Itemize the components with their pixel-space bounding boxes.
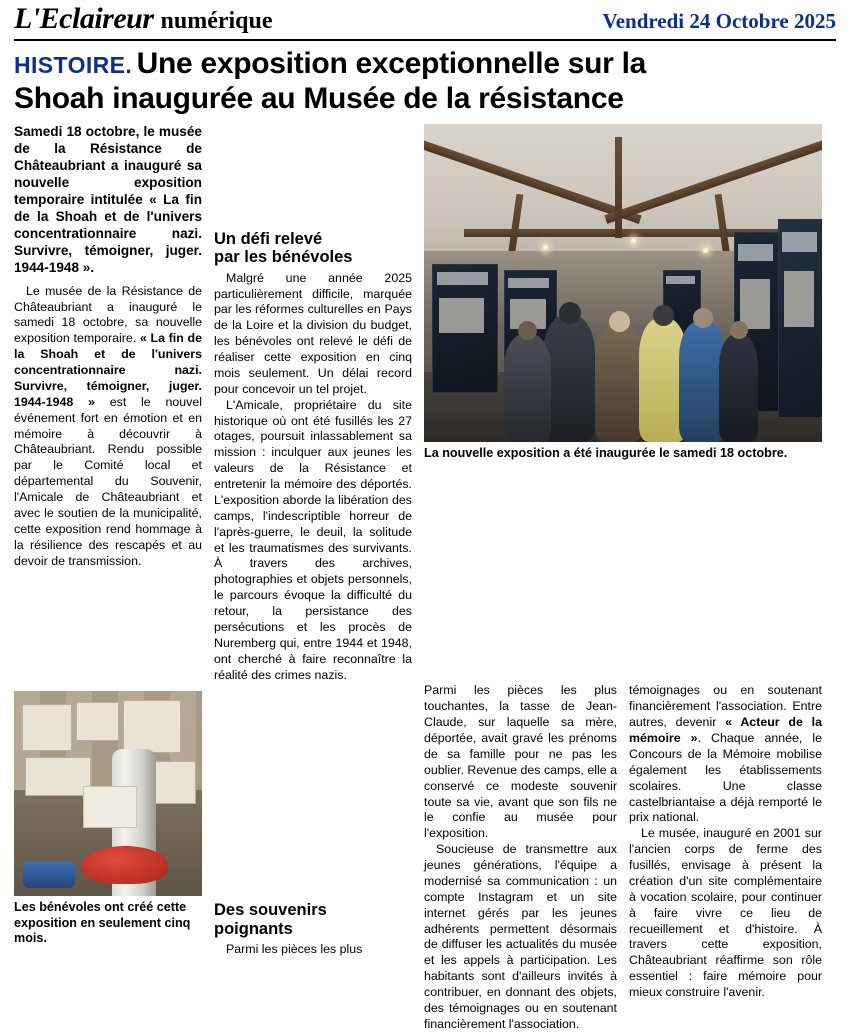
subhead-1-line-2: par les bénévoles (214, 248, 353, 267)
paragraph-1-part-c: est le nouvel événement fort en émotion et en mémoire à découvrir à Châteaubriant. Rendu possible par le Comité local et départemental du Souvenir, l'Amicale de Châteaubriant et avec le soutien de la municipalité, cette exposition rend hommage à la résilience des rescapés et au devoir de transmission. (14, 394, 202, 568)
photo-column (424, 124, 822, 461)
photo-visitor (504, 334, 552, 442)
paragraph-6-part-c: . Chaque année, le Concours de la Mémoire mobilise également les établissements scolaires. Une classe castelbriantaise a déjà remporté le prix national. (629, 731, 823, 825)
photo-visitor-head (653, 305, 674, 326)
paragraph-3: L'Amicale, propriétaire du site historique où ont été fusillés les 27 otages, poursuit inlassablement sa mission : inculquer aux jeunes les valeurs de la Résistance et entretenir la mémoire des déportés. L'exposition aborde la libération des camps, l'indescriptible horreur de l'après-guerre, le deuil, la solitude et les traumatismes des survivants. À travers des archives, photographies et objets personnels, le parcours évoque la difficulté du retour, la persistance des persécutions et les procès de Nuremberg qui, entre 1944 et 1948, ont cherché à faire reconnaître la réalité des crimes nazis. (214, 397, 412, 682)
subhead-2-line-2: poignants (214, 919, 293, 938)
photo-exhibit-panel (778, 219, 822, 418)
headline-line-1: Une exposition exceptionnelle sur la (136, 47, 646, 80)
column-2-bottom (214, 683, 412, 958)
photo-visitor-head (693, 308, 713, 328)
column-4 (629, 683, 822, 1032)
masthead (0, 0, 850, 36)
paragraph-5: Soucieuse de transmettre aux jeunes générations, l'équipe a modernisé sa communication : un compte Instagram et un site internet gérés par les jeunes adhérents permettent désormais de diffuser les actualités du musée et les appels à participation. Les habitants sont d'ailleurs invités à contribuer, en donnant des objets, des témoignages ou en soutenant financièrement l'association. (424, 842, 617, 1031)
paragraph-2: Malgré une année 2025 particulièrement difficile, marquée par les réformes culturelles en Pays de la Loire et la division du budget, les bénévoles ont relevé le défi de réaliser cette exposition en cinq mois seulement. Un délai record pour concevoir un tel projet. (214, 270, 412, 396)
photo-exhibit-panel (432, 264, 498, 393)
subhead-1-line-1: Un défi relevé (214, 229, 323, 248)
paragraph-4: Parmi les pièces les plus touchantes, la tasse de Jean-Claude, sur laquelle sa mère, déportée, avait gravé les prénoms de sa famille pour ne pas les oublier. Revenue des camps, elle a conservé ce modeste souvenir toute sa vie, avant que son fils ne le confie au musée pour l'exposition. (424, 683, 617, 841)
right-columns (424, 683, 822, 1032)
secondary-photo (14, 691, 202, 896)
article-body (0, 116, 850, 1033)
paragraph-4-start: Parmi les pièces les plus (226, 942, 363, 957)
paragraph-1-highlight: « La fin de la Shoah et de l'univers concentrationnaire nazi. Survivre, témoigner, juger. 1944-1948 » (14, 331, 202, 409)
column-1 (14, 124, 202, 570)
paragraph-7: Le musée, inauguré en 2001 sur l'ancien corps de ferme des fusillés, envisage à présent la création d'un site complémentaire à vocation scolaire, pour continuer à faire vivre ce lieu de recueillement et d'histoire. À travers cette exposition, Châteaubriant réaffirme son rôle essentiel : faire mémoire pour mieux construire l'avenir. (629, 826, 822, 1000)
logo (14, 4, 273, 34)
photo2-document (123, 700, 181, 753)
photo-visitor (595, 324, 643, 442)
photo-visitor-head (730, 321, 748, 339)
main-photo-caption: La nouvelle exposition a été inaugurée le samedi 18 octobre. (424, 445, 788, 460)
photo-light (703, 248, 708, 253)
column-3 (424, 683, 617, 1032)
logo-subtitle: numérique (160, 8, 273, 34)
subhead-2 (214, 901, 412, 938)
photo-visitor-head (518, 321, 537, 340)
headline-block (0, 41, 850, 116)
issue-date: Vendredi 24 Octobre 2025 (602, 9, 836, 33)
top-columns (14, 124, 836, 684)
subhead-2-line-1: Des souvenirs (214, 901, 327, 920)
photo2-document (25, 757, 91, 796)
photo2-blue-object (23, 862, 75, 888)
photo2-red-object (82, 846, 168, 884)
paragraph-1 (14, 284, 202, 570)
paragraph-6: témoignages ou en soutenant financièrement l'association. Entre autres, devenir « Acteur de la mémoire ». Chaque année, le Concours de la Mémoire mobilise également les établissements scolaires. Une classe castelbriantaise a déjà remporté le prix national. (629, 683, 823, 825)
main-photo (424, 124, 822, 442)
logo-title: L'Eclaireur (14, 2, 154, 35)
article-kicker: HISTOIRE. (14, 52, 133, 78)
secondary-photo-caption: Les bénévoles ont créé cette exposition en seulement cinq mois. (14, 900, 191, 946)
paragraph-1-part-a: Le musée de la Résistance de Châteaubriant a inauguré le samedi 18 octobre, sa nouvelle exposition temporaire. (14, 283, 202, 346)
column-1-bottom (14, 683, 202, 946)
photo-beam (615, 137, 622, 239)
photo-visitor-head (559, 302, 581, 324)
photo2-document (149, 761, 196, 804)
photo2-bottle-label (83, 786, 137, 828)
lede-paragraph: Samedi 18 octobre, le musée de la Résistance de Châteaubriant a inauguré sa nouvelle exposition temporaire intitulée « La fin de la Shoah et de l'univers concentrationnaire nazi. Survivre, témoigner, juger. 1944-1948 ». (14, 123, 202, 275)
column-2 (214, 124, 412, 684)
subhead-1 (214, 230, 412, 267)
photo2-document (76, 702, 119, 741)
photo2-document (22, 704, 73, 751)
paragraph-6-part-a: Entre autres, devenir (629, 699, 822, 730)
paragraph-6-highlight: « Acteur de la mémoire » (629, 715, 822, 746)
bottom-columns (14, 683, 836, 1032)
photo-visitor (543, 315, 595, 442)
headline-line-2: Shoah inaugurée au Musée de la résistance (14, 81, 624, 115)
photo-visitor (719, 334, 759, 442)
